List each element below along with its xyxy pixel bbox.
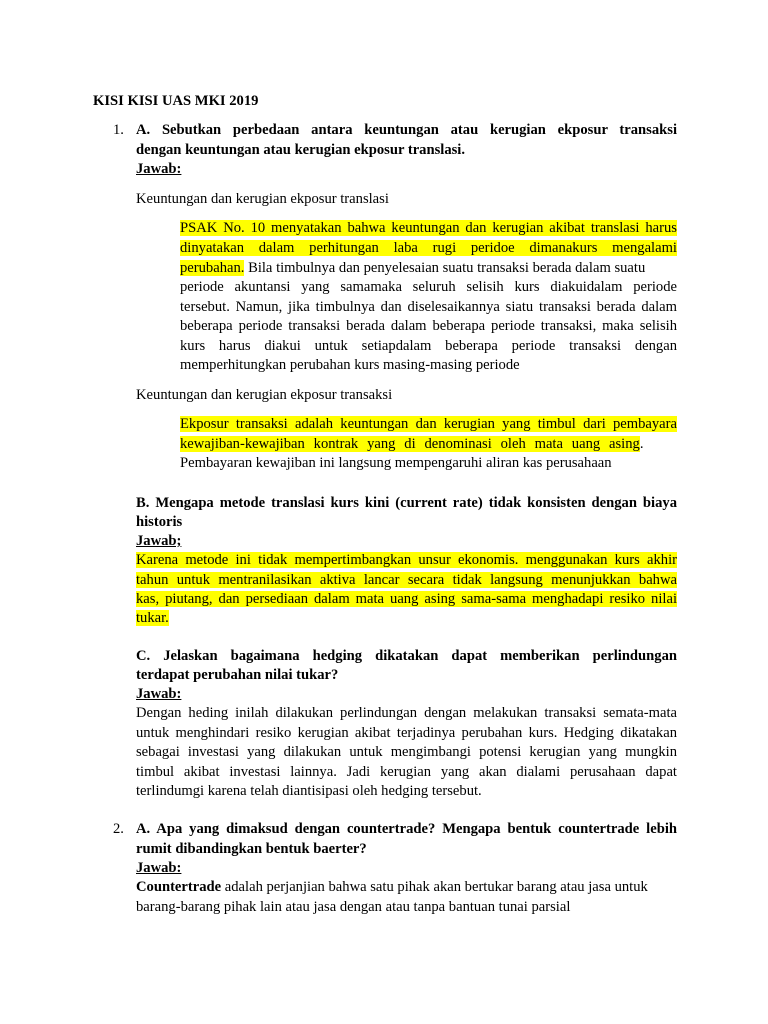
- question-2-number: 2.: [113, 821, 124, 837]
- transaksi-line-3: Pembayaran kewajiban ini langsung mempengaruhi aliran kas perusahaan: [180, 455, 612, 471]
- q1c-question-line-1: C. Jelaskan bagaimana hedging dikatakan dapat memberikan perlindungan: [136, 648, 677, 664]
- q1a-jawab-label: Jawab:: [136, 161, 182, 177]
- q1a-question-line-2: dengan keuntungan atau kerugian ekposur translasi.: [136, 142, 465, 158]
- countertrade-definition: adalah perjanjian bahwa satu pihak akan bertukar barang atau jasa untuk: [224, 879, 648, 895]
- q1c-answer-line-4: timbul akibat investasi lainnya. Jadi kerugian yang akan dialami perusahaan dapat: [136, 764, 677, 780]
- translasi-highlight-line-2: dinyatakan dalam perhitungan laba rugi peridoe dimanakurs mengalami: [180, 240, 677, 256]
- translasi-line-6: beberapa periode transaksi berada dalam beberapa periode transaksi, maka selisih: [180, 318, 677, 334]
- translasi-heading: Keuntungan dan kerugian ekposur translasi: [136, 191, 389, 207]
- translasi-highlight-end: perubahan.: [180, 260, 245, 276]
- q1c-answer-line-1: Dengan heding inilah dilakukan perlindungan dengan melakukan transaksi semata-mata: [136, 705, 677, 721]
- q2a-question-line-1: A. Apa yang dimaksud dengan countertrade? Mengapa bentuk countertrade lebih: [136, 821, 677, 837]
- translasi-line-4: periode akuntansi yang samamaka seluruh selisih kurs diakuidalam periode: [180, 279, 677, 295]
- q2a-definition-line-2: barang-barang pihak lain atau jasa dengan atau tanpa bantuan tunai parsial: [136, 899, 571, 915]
- transaksi-highlight-line-2: kewajiban-kewajiban kontrak yang di denominasi oleh mata uang asing: [180, 436, 640, 452]
- q1b-answer-line-1: Karena metode ini tidak mempertimbangkan unsur ekonomis. menggunakan kurs akhir: [136, 552, 677, 568]
- transaksi-highlight-line-1: Ekposur transaksi adalah keuntungan dan kerugian yang timbul dari pembayara: [180, 416, 677, 432]
- translasi-rest-first: Bila timbulnya dan penyelesaian suatu transaksi berada dalam suatu: [248, 260, 646, 276]
- translasi-highlight-line-1: PSAK No. 10 menyatakan bahwa keuntungan dan kerugian akibat translasi harus: [180, 220, 677, 236]
- translasi-line-8: memperhitungkan perubahan kurs masing-masing periode: [180, 357, 520, 373]
- q1a-question-line-1: A. Sebutkan perbedaan antara keuntungan atau kerugian ekposur transaksi: [136, 122, 677, 138]
- q2a-question-line-2: rumit dibandingkan bentuk baerter?: [136, 841, 367, 857]
- q1c-answer-line-3: sebagai investasi yang dilakukan untuk mengimbangi potensi kerugian yang mungkin: [136, 744, 677, 760]
- q1c-jawab-label: Jawab:: [136, 686, 182, 702]
- q2a-jawab-label: Jawab:: [136, 860, 182, 876]
- translasi-line-5: tersebut. Namun, jika timbulnya dan diselesaikannya siatu transaksi berada dalam: [180, 299, 677, 315]
- q1b-answer-line-4: tukar.: [136, 610, 169, 626]
- translasi-line-7: kurs harus diakui untuk setiapdalam beberapa periode transaksi dengan: [180, 338, 677, 354]
- countertrade-term: Countertrade: [136, 879, 222, 895]
- translasi-line-3: [180, 259, 677, 279]
- document-title: KISI KISI UAS MKI 2019: [93, 93, 259, 109]
- q1c-question-line-2: terdapat perubahan nilai tukar?: [136, 667, 339, 683]
- q1b-answer-line-2: tahun untuk mentranilasikan aktiva lancar secara tidak langsung menunjukkan bahwa: [136, 572, 677, 588]
- q1c-answer-line-2: untuk menghindari resiko kerugian akibat terjadinya perubahan kurs. Hedging dikatakan: [136, 725, 677, 741]
- q1c-answer-line-5: terlindumgi karena telah diantisipasi oleh hedging tersebut.: [136, 783, 482, 799]
- transaksi-heading: Keuntungan dan kerugian ekposur transaksi: [136, 387, 393, 403]
- question-1-number: 1.: [113, 122, 124, 138]
- q2a-definition-line-1: [136, 878, 677, 898]
- q1b-jawab-label: Jawab;: [136, 533, 182, 549]
- q1b-answer-line-3: kas, piutang, dan persediaan dalam mata uang asing sama-sama menghadapi resiko nilai: [136, 591, 677, 607]
- q1b-question-line-1: B. Mengapa metode translasi kurs kini (current rate) tidak konsisten dengan biaya: [136, 495, 677, 511]
- transaksi-line-2: kewajiban-kewajiban kontrak yang di denominasi oleh mata uang asing.: [180, 436, 644, 452]
- q1b-question-line-2: historis: [136, 514, 183, 530]
